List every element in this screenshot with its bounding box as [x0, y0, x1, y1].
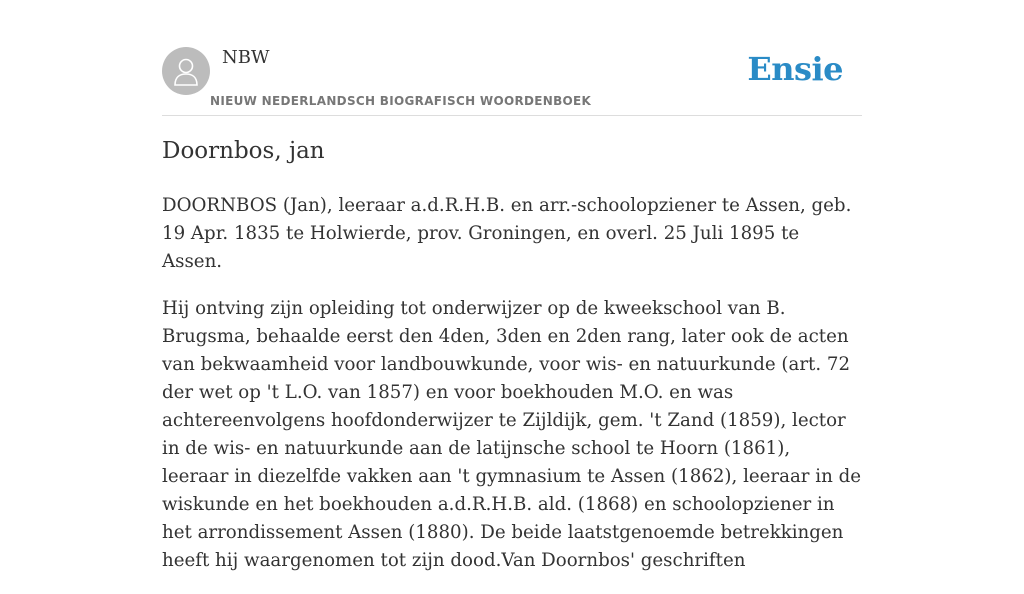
article-paragraph: Hij ontving zijn opleiding tot onderwijzer op de kweekschool van B. Brugsma, behaalde eerst den 4den, 3den en 2den rang, later ook de acten van bekwaamheid voor landbouwkunde, voor wis- en natuurkunde (art. 72 der wet op 't L.O. van 1857) en voor boekhouden M.O. en was achtereenvolgens hoofdonderwijzer te Zijldijk, gem. 't Zand (1859), lector in de wis- en natuurkunde aan de latijnsche school te Hoorn (1861), leeraar in diezelfde vakken aan 't gymnasium te Assen (1862), leeraar in de wiskunde en het boekhouden a.d.R.H.B. ald. (1868) en schoolopziener in het arrondissement Assen (1880). De beide laatstgenoemde betrekkingen heeft hij waargenomen tot zijn dood.Van Doornbos' geschriften: [162, 298, 861, 571]
ensie-logo[interactable]: Ensie: [747, 50, 843, 88]
page-header: [162, 46, 862, 116]
article-paragraph: DOORNBOS (Jan), leeraar a.d.R.H.B. en arr.-schoolopziener te Assen, geb. 19 Apr. 1835 te Holwierde, prov. Groningen, en overl. 25 Juli 1895 te Assen.: [162, 195, 852, 272]
author-name[interactable]: NBW: [222, 47, 270, 68]
article-title: Doornbos, jan: [162, 138, 325, 164]
article-body: [162, 192, 862, 594]
author-avatar[interactable]: [162, 47, 210, 95]
user-silhouette-icon: [173, 56, 199, 86]
source-name[interactable]: NIEUW NEDERLANDSCH BIOGRAFISCH WOORDENBOEK: [210, 94, 592, 108]
